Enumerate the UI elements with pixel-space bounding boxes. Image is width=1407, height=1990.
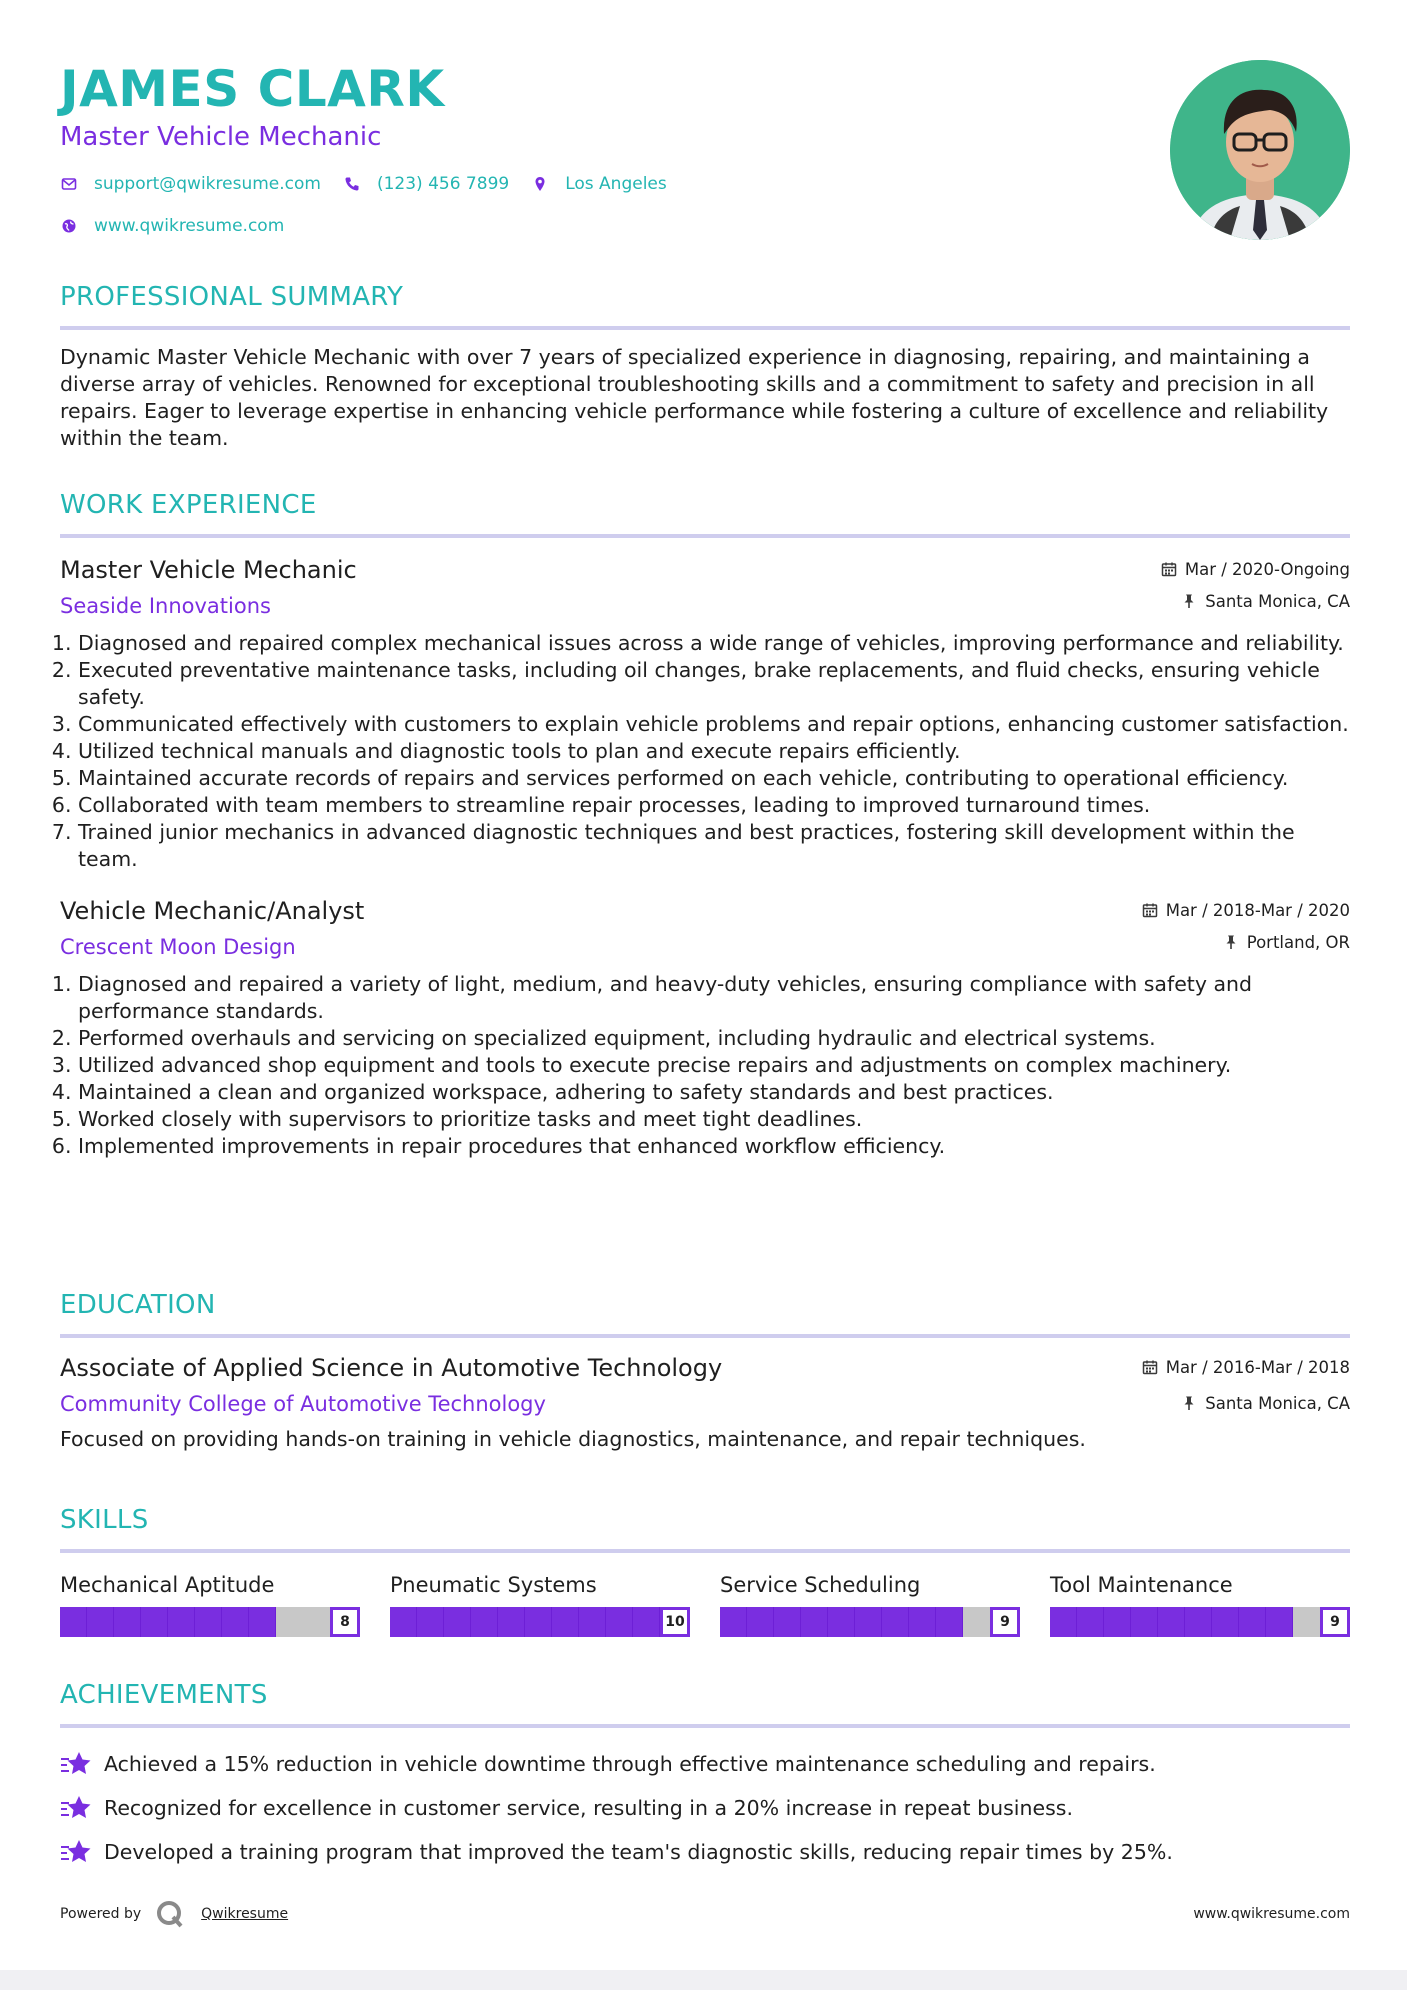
achievements-list [60, 1742, 1350, 1874]
bullet: 4. Maintained a clean and organized workspace, adhering to safety standards and best practices. [78, 1079, 1350, 1106]
skill-item [390, 1571, 690, 1637]
candidate-name: JAMES CLARK [60, 60, 445, 118]
skill-name: Pneumatic Systems [390, 1573, 597, 1597]
map-pin-icon [531, 175, 549, 193]
job-title: Master Vehicle Mechanic [60, 556, 357, 584]
job-meta [1142, 899, 1350, 953]
bullet: 5. Worked closely with supervisors to prioritize tasks and meet tight deadlines. [78, 1106, 1350, 1133]
bullet: 4. Utilized technical manuals and diagnostic tools to plan and execute repairs efficiently. [78, 738, 1350, 765]
skill-level-badge: 8 [330, 1607, 360, 1637]
job-company: Seaside Innovations [60, 594, 271, 618]
skill-segment-filled [747, 1607, 774, 1637]
skill-segment-filled [1131, 1607, 1158, 1637]
bullet: 6. Collaborated with team members to streamline repair processes, leading to improved turnaround times. [78, 792, 1350, 819]
section-divider [60, 1724, 1350, 1728]
skill-segment-filled [1104, 1607, 1131, 1637]
summary-section [60, 280, 1350, 452]
footer [60, 1896, 1350, 1932]
skill-level-badge: 9 [990, 1607, 1020, 1637]
skill-segment-filled [249, 1607, 276, 1637]
job-location [1161, 590, 1350, 612]
degree: Associate of Applied Science in Automotive Technology [60, 1354, 723, 1382]
skill-segment-filled [1077, 1607, 1104, 1637]
skill-segment-filled [828, 1607, 855, 1637]
pushpin-icon [1223, 934, 1239, 950]
skill-segment-filled [552, 1607, 579, 1637]
contact-row-website [60, 214, 1350, 238]
skill-bar [720, 1607, 1020, 1637]
star-icon [60, 1750, 92, 1778]
star-icon [60, 1838, 92, 1866]
skill-segment-filled [444, 1607, 471, 1637]
skills-row [60, 1571, 1350, 1637]
job-location-text: Santa Monica, CA [1205, 591, 1350, 611]
skill-segment-filled [1239, 1607, 1266, 1637]
skill-segment-empty [963, 1607, 990, 1637]
skill-segment-filled [222, 1607, 249, 1637]
pushpin-icon [1181, 593, 1197, 609]
section-divider [60, 1334, 1350, 1338]
education-heading: EDUCATION [60, 1290, 216, 1320]
phone-text: (123) 456 7899 [376, 174, 510, 194]
envelope-icon [60, 175, 78, 193]
skill-segment-filled [909, 1607, 936, 1637]
skill-item [720, 1571, 1020, 1637]
qwikresume-logo-icon [155, 1899, 185, 1929]
skill-segment-filled [1050, 1607, 1077, 1637]
achievements-heading: ACHIEVEMENTS [60, 1680, 268, 1710]
skill-segment-filled [195, 1607, 222, 1637]
experience-heading: WORK EXPERIENCE [60, 490, 317, 520]
skill-item [1050, 1571, 1350, 1637]
pushpin-icon [1181, 1395, 1197, 1411]
job-dates-text: Mar / 2020-Ongoing [1184, 559, 1350, 579]
skill-item [60, 1571, 360, 1637]
experience-section [60, 488, 1350, 1160]
qwikresume-link[interactable]: Qwikresume [201, 1906, 289, 1922]
skill-segment-filled [1212, 1607, 1239, 1637]
calendar-icon [1142, 1359, 1158, 1375]
skill-segment-empty [276, 1607, 303, 1637]
skill-segment-filled [87, 1607, 114, 1637]
skill-segment-filled [60, 1607, 87, 1637]
job-bullets [60, 971, 1350, 1160]
calendar-icon [1142, 902, 1158, 918]
job-entry [60, 554, 1350, 873]
skill-segment-filled [720, 1607, 747, 1637]
phone-icon [343, 175, 361, 193]
bullet: 2. Performed overhauls and servicing on specialized equipment, including hydraulic and electrical systems. [78, 1025, 1350, 1052]
skill-segment-filled [633, 1607, 660, 1637]
skill-level-badge: 9 [1320, 1607, 1350, 1637]
summary-text: Dynamic Master Vehicle Mechanic with over 7 years of specialized experience in diagnosing, repairing, and maintaining a diverse array of vehicles. Renowned for exceptional troubleshooting skills and a commitment to safety and precision in all repairs. Eager to leverage expertise in enhancing vehicle performance while fostering a culture of excellence and reliability within the team. [60, 345, 1329, 450]
education-section [60, 1288, 1350, 1453]
achievement-item [60, 1830, 1350, 1874]
skill-segment-filled [525, 1607, 552, 1637]
skill-segment-filled [1158, 1607, 1185, 1637]
education-entry [60, 1352, 1350, 1453]
job-meta [1161, 558, 1350, 612]
education-meta [1142, 1356, 1350, 1414]
school: Community College of Automotive Technology [60, 1392, 546, 1416]
bullet: 7. Trained junior mechanics in advanced diagnostic techniques and best practices, fostering skill development within the team. [78, 819, 1350, 873]
education-dates-text: Mar / 2016-Mar / 2018 [1165, 1357, 1350, 1377]
achievement-item [60, 1742, 1350, 1786]
skill-level-badge: 10 [660, 1607, 690, 1637]
skill-name: Tool Maintenance [1050, 1573, 1233, 1597]
contact-row [60, 172, 1350, 196]
achievement-text: Achieved a 15% reduction in vehicle downtime through effective maintenance scheduling and repairs. [104, 1751, 1156, 1776]
achievement-text: Developed a training program that improved the team's diagnostic skills, reducing repair times by 25%. [104, 1839, 1173, 1864]
skill-bar [390, 1607, 690, 1637]
skill-bar [60, 1607, 360, 1637]
skill-name: Service Scheduling [720, 1573, 921, 1597]
job-title: Vehicle Mechanic/Analyst [60, 897, 365, 925]
job-location-text: Portland, OR [1246, 932, 1350, 952]
achievements-section [60, 1678, 1350, 1874]
header [60, 60, 1350, 250]
skill-segment-filled [114, 1607, 141, 1637]
skill-segment-filled [936, 1607, 963, 1637]
skill-segment-filled [774, 1607, 801, 1637]
skill-segment-filled [1185, 1607, 1212, 1637]
skills-heading: SKILLS [60, 1505, 149, 1535]
skill-segment-filled [606, 1607, 633, 1637]
footer-url[interactable]: www.qwikresume.com [1193, 1906, 1350, 1922]
education-description: Focused on providing hands-on training in vehicle diagnostics, maintenance, and repair techniques. [60, 1427, 1086, 1451]
summary-heading: PROFESSIONAL SUMMARY [60, 282, 404, 312]
job-entry [60, 895, 1350, 1160]
skill-bar [1050, 1607, 1350, 1637]
skill-segment-filled [801, 1607, 828, 1637]
job-dates [1161, 558, 1350, 580]
achievement-text: Recognized for excellence in customer service, resulting in a 20% increase in repeat business. [104, 1795, 1073, 1820]
star-icon [60, 1794, 92, 1822]
bullet: 1. Diagnosed and repaired a variety of light, medium, and heavy-duty vehicles, ensuring compliance with safety and performance standards. [78, 971, 1350, 1025]
education-location-text: Santa Monica, CA [1205, 1393, 1350, 1413]
section-divider [60, 534, 1350, 538]
skill-segment-filled [417, 1607, 444, 1637]
bullet: 3. Communicated effectively with customers to explain vehicle problems and repair options, enhancing customer satisfaction. [78, 711, 1350, 738]
skill-segment-filled [1266, 1607, 1293, 1637]
skill-segment-filled [579, 1607, 606, 1637]
skill-segment-filled [471, 1607, 498, 1637]
section-divider [60, 326, 1350, 330]
education-dates [1142, 1356, 1350, 1378]
skills-section [60, 1503, 1350, 1637]
email-text: support@qwikresume.com [94, 174, 321, 194]
skill-segment-filled [390, 1607, 417, 1637]
contact-phone[interactable] [343, 174, 509, 194]
profile-photo [1170, 60, 1350, 240]
skill-segment-empty [303, 1607, 330, 1637]
candidate-title: Master Vehicle Mechanic [60, 122, 382, 152]
bullet: 1. Diagnosed and repaired complex mechanical issues across a wide range of vehicles, improving performance and reliability. [78, 630, 1350, 657]
job-dates [1142, 899, 1350, 921]
location-text: Los Angeles [565, 174, 667, 194]
bullet: 6. Implemented improvements in repair procedures that enhanced workflow efficiency. [78, 1133, 1350, 1160]
job-location [1142, 931, 1350, 953]
globe-icon [60, 217, 78, 235]
section-divider [60, 1549, 1350, 1553]
skill-name: Mechanical Aptitude [60, 1573, 275, 1597]
contact-website[interactable] [60, 216, 284, 236]
skill-segment-filled [498, 1607, 525, 1637]
skill-segment-filled [882, 1607, 909, 1637]
powered-by-label: Powered by [60, 1906, 142, 1922]
skill-segment-empty [1293, 1607, 1320, 1637]
powered-by [60, 1899, 288, 1929]
skill-segment-filled [168, 1607, 195, 1637]
job-dates-text: Mar / 2018-Mar / 2020 [1165, 900, 1350, 920]
page-bottom-band [0, 1970, 1407, 1990]
education-location [1142, 1392, 1350, 1414]
skill-segment-filled [855, 1607, 882, 1637]
job-bullets [60, 630, 1350, 873]
website-text: www.qwikresume.com [94, 216, 285, 236]
calendar-icon [1161, 561, 1177, 577]
bullet: 3. Utilized advanced shop equipment and tools to execute precise repairs and adjustments on complex machinery. [78, 1052, 1350, 1079]
contact-location [531, 174, 667, 194]
contact-email[interactable] [60, 174, 321, 194]
job-company: Crescent Moon Design [60, 935, 296, 959]
bullet: 5. Maintained accurate records of repairs and services performed on each vehicle, contributing to operational efficiency. [78, 765, 1350, 792]
bullet: 2. Executed preventative maintenance tasks, including oil changes, brake replacements, and fluid checks, ensuring vehicle safety. [78, 657, 1350, 711]
skill-segment-filled [141, 1607, 168, 1637]
achievement-item [60, 1786, 1350, 1830]
